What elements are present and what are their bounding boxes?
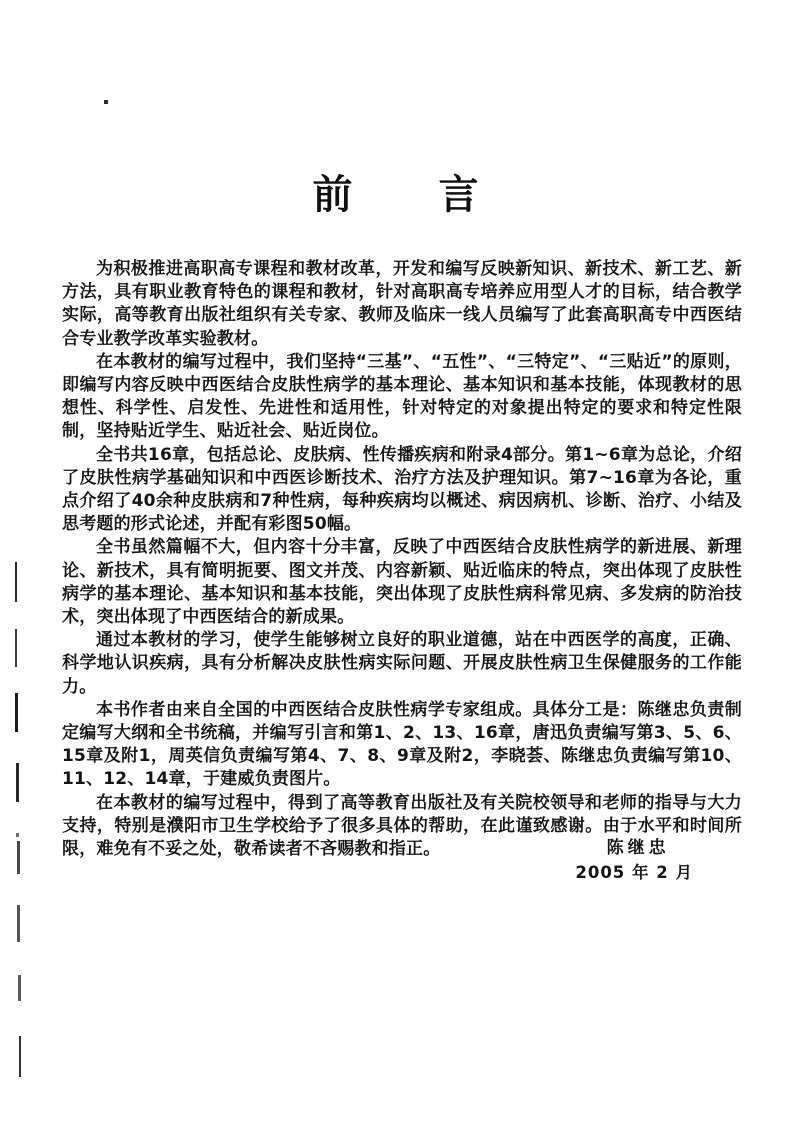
scan-speck xyxy=(16,833,19,837)
preface-paragraph-3: 全书共16章，包括总论、皮肤病、性传播疾病和附录4部分。第1~6章为总论，介绍了皮肤性病学基础知识和中西医诊断技术、治疗方法及护理知识。第7~16章为各论，重点介绍了40余种皮肤病和7种性病，每种疾病均以概述、病因病机、诊断、治疗、小结及思考题的形式论述，并配有彩图50幅。 xyxy=(62,444,742,535)
signature-block xyxy=(575,836,693,886)
scan-margin-mark xyxy=(17,905,20,942)
preface-paragraph-1: 为积极推进高职高专课程和教材改革，开发和编写反映新知识、新技术、新工艺、新方法，具有职业教育特色的课程和教材，针对高职高专培养应用型人才的目标，结合教学实际，高等教育出版社组织有关专家、教师及临床一线人员编写了此套高职高专中西医结合专业教学改革实验教材。 xyxy=(62,259,742,349)
preface-body xyxy=(62,258,742,861)
author-name: 陈继忠 xyxy=(606,838,670,858)
scan-margin-mark xyxy=(15,693,18,732)
scan-margin-mark xyxy=(19,1036,21,1077)
preface-paragraph-4: 全书虽然篇幅不大，但内容十分丰富，反映了中西医结合皮肤性病学的新进展、新理论、新技术，具有简明扼要、图文并茂、内容新颖、贴近临床的特点，突出体现了皮肤性病学的基本理论、基本知识和基本技能，突出体现了皮肤性病科常见病、多发病的防治技术，突出体现了中西医结合的新成果。 xyxy=(62,537,742,628)
preface-paragraph-6: 本书作者由来自全国的中西医结合皮肤性病学专家组成。具体分工是：陈继忠负责制定编写大纲和全书统稿，并编写引言和第1、2、13、16章，唐迅负责编写第3、5、6、15章及附1，周英信负责编写第4、7、8、9章及附2，李晓荟、陈继忠负责编写第10、11、12、14章，于建威负责图片。 xyxy=(62,699,742,790)
preface-paragraph-7: 在本教材的编写过程中，得到了高等教育出版社及有关院校领导和老师的指导与大力支持，特别是濮阳市卫生学校给予了很多具体的帮助，在此谨致感谢。由于水平和时间所限，难免有不妥之处，敬希读者不吝赐教和指正。 xyxy=(62,792,742,860)
scan-speck xyxy=(104,100,108,104)
preface-paragraph-2: 在本教材的编写过程中，我们坚持“三基”、“五性”、“三特定”、“三贴近”的原则，即编写内容反映中西医结合皮肤性病学的基本理论、基本知识和基本技能，体现教材的思想性、科学性、启发性、先进性和适用性，针对特定的对象提出特定的要求和特定性限制，坚持贴近学生、贴近社会、贴近岗位。 xyxy=(62,351,742,442)
scan-margin-mark xyxy=(15,629,17,667)
page-title: 前 言 xyxy=(312,172,481,218)
scan-margin-mark xyxy=(15,562,17,602)
signature-date: 2005 年 2 月 xyxy=(575,863,693,882)
scan-margin-mark xyxy=(16,763,19,802)
preface-paragraph-5: 通过本教材的学习，使学生能够树立良好的职业道德，站在中西医学的高度，正确、科学地认识疾病，具有分析解决皮肤性病实际问题、开展皮肤性病卫生保健服务的工作能力。 xyxy=(62,630,742,697)
scan-margin-mark xyxy=(18,975,21,1001)
scan-margin-mark xyxy=(17,841,20,874)
